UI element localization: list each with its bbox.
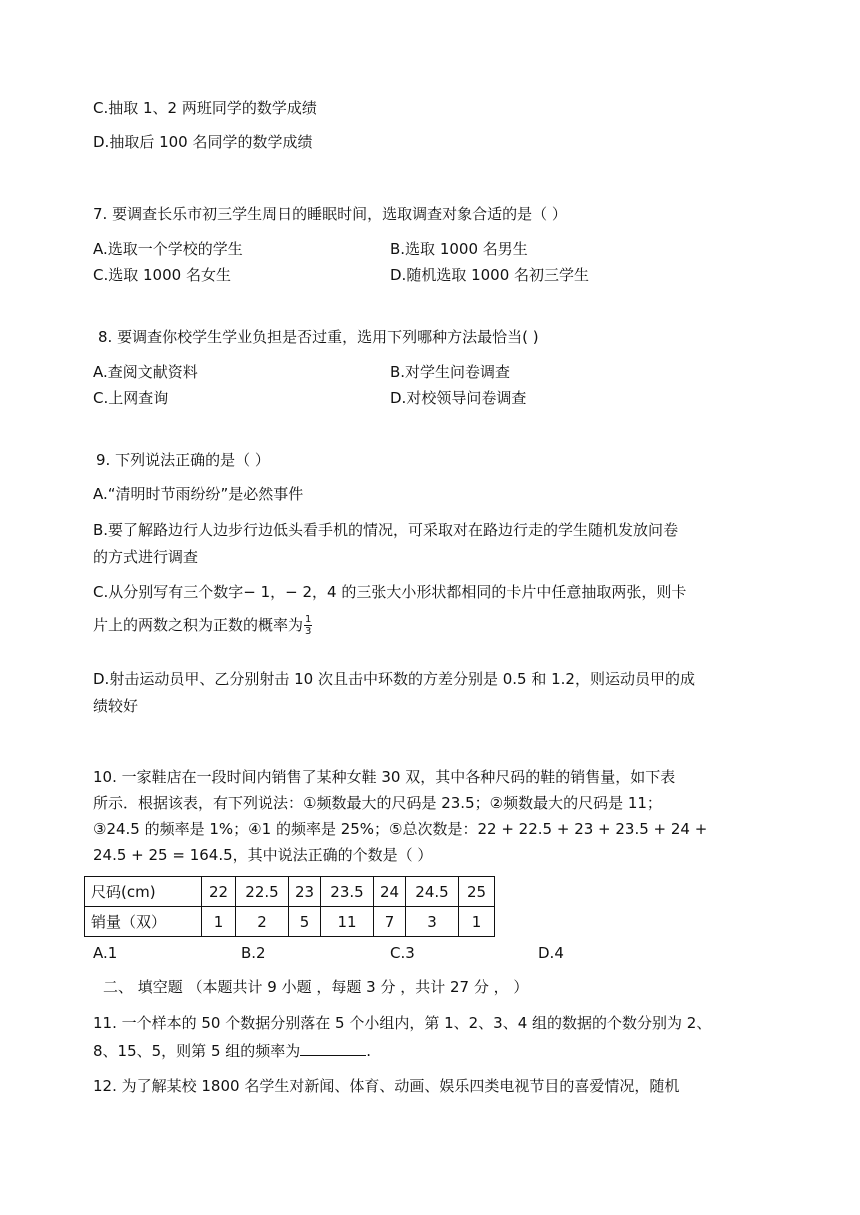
size-cell: 24 <box>374 877 406 907</box>
q9-option-a: A.“清明时节雨纷纷”是必然事件 <box>93 485 304 503</box>
q9-option-b-line2: 的方式进行调查 <box>93 548 199 566</box>
probability-fraction <box>304 614 312 637</box>
size-cell: 23 <box>289 877 321 907</box>
q9-option-d-line2: 绩较好 <box>93 697 139 715</box>
q10-line2: 所示．根据该表，有下列说法：①频数最大的尺码是 23.5；②频数最大的尺码是 11； <box>93 794 662 812</box>
size-cell: 22.5 <box>236 877 289 907</box>
q7-option-a: A.选取一个学校的学生 <box>93 240 243 258</box>
q10-line3: ③24.5 的频率是 1%；④1 的频率是 25%；⑤总次数是：22 + 22.5 + 23 + 23.5 + 24 + <box>93 820 708 838</box>
fraction-numerator: 1 <box>305 614 312 625</box>
section-2-heading: 二、 填空题 （本题共计 9 小题 ，每题 3 分 ，共计 27 分 ， ） <box>103 978 529 996</box>
q8-option-a: A.查阅文献资料 <box>93 363 198 381</box>
sales-cell: 11 <box>321 907 374 937</box>
size-label-cell: 尺码(cm) <box>85 877 202 907</box>
sales-cell: 2 <box>236 907 289 937</box>
sales-cell: 1 <box>459 907 495 937</box>
sales-label-cell: 销量（双） <box>85 907 202 937</box>
q7-stem: 7. 要调查长乐市初三学生周日的睡眠时间，选取调查对象合适的是（ ） <box>93 205 567 223</box>
q9-stem: 9. 下列说法正确的是（ ） <box>96 451 270 469</box>
q10-option-a: A.1 <box>93 944 118 962</box>
q10-line1: 10. 一家鞋店在一段时间内销售了某种女鞋 30 双，其中各种尺码的鞋的销售量，如下表 <box>93 768 676 786</box>
table-row <box>85 907 495 937</box>
q6-option-c: C.抽取 1、2 两班同学的数学成绩 <box>93 99 317 117</box>
size-cell: 25 <box>459 877 495 907</box>
q10-option-c: C.3 <box>390 944 415 962</box>
q11-period: . <box>366 1042 372 1060</box>
q9-option-d-line1: D.射击运动员甲、乙分别射击 10 次且击中环数的方差分别是 0.5 和 1.2，则运动员甲的成 <box>93 670 695 688</box>
q10-line4: 24.5 + 25 = 164.5，其中说法正确的个数是（ ） <box>93 846 433 864</box>
q9-option-b-line1: B.要了解路边行人边步行边低头看手机的情况，可采取对在路边行走的学生随机发放问卷 <box>93 521 679 539</box>
q9-option-c-text: 片上的两数之积为正数的概率为 <box>93 616 304 634</box>
q11-text: 8、15、5，则第 5 组的频率为 <box>93 1042 301 1060</box>
q7-option-d: D.随机选取 1000 名初三学生 <box>390 266 590 284</box>
q11-line1: 11. 一个样本的 50 个数据分别落在 5 个小组内，第 1、2、3、4 组的数据的个数分别为 2、 <box>93 1014 712 1032</box>
size-cell: 22 <box>202 877 236 907</box>
sales-cell: 3 <box>406 907 459 937</box>
q7-option-b: B.选取 1000 名男生 <box>390 240 528 258</box>
q8-option-b: B.对学生问卷调查 <box>390 363 511 381</box>
size-cell: 23.5 <box>321 877 374 907</box>
q10-option-d: D.4 <box>538 944 564 962</box>
size-cell: 24.5 <box>406 877 459 907</box>
table-row <box>85 877 495 907</box>
sales-cell: 5 <box>289 907 321 937</box>
q7-option-c: C.选取 1000 名女生 <box>93 266 231 284</box>
q8-option-d: D.对校领导问卷调查 <box>390 389 527 407</box>
q8-stem: 8. 要调查你校学生学业负担是否过重，选用下列哪种方法最恰当( ) <box>98 328 539 346</box>
q9-option-c-line1: C.从分别写有三个数字− 1，− 2，4 的三张大小形状都相同的卡片中任意抽取两张，则卡 <box>93 583 687 601</box>
q9-option-c-line2 <box>93 614 312 637</box>
q8-option-c: C.上网查询 <box>93 389 169 407</box>
fraction-denominator: 3 <box>305 626 312 637</box>
sales-cell: 7 <box>374 907 406 937</box>
q12-line1: 12. 为了解某校 1800 名学生对新闻、体育、动画、娱乐四类电视节目的喜爱情况，随机 <box>93 1077 680 1095</box>
q11-line2 <box>93 1039 371 1062</box>
shoe-size-table <box>84 876 495 937</box>
answer-blank[interactable] <box>300 1039 366 1056</box>
q6-option-d: D.抽取后 100 名同学的数学成绩 <box>93 133 313 151</box>
sales-cell: 1 <box>202 907 236 937</box>
q10-option-b: B.2 <box>241 944 266 962</box>
